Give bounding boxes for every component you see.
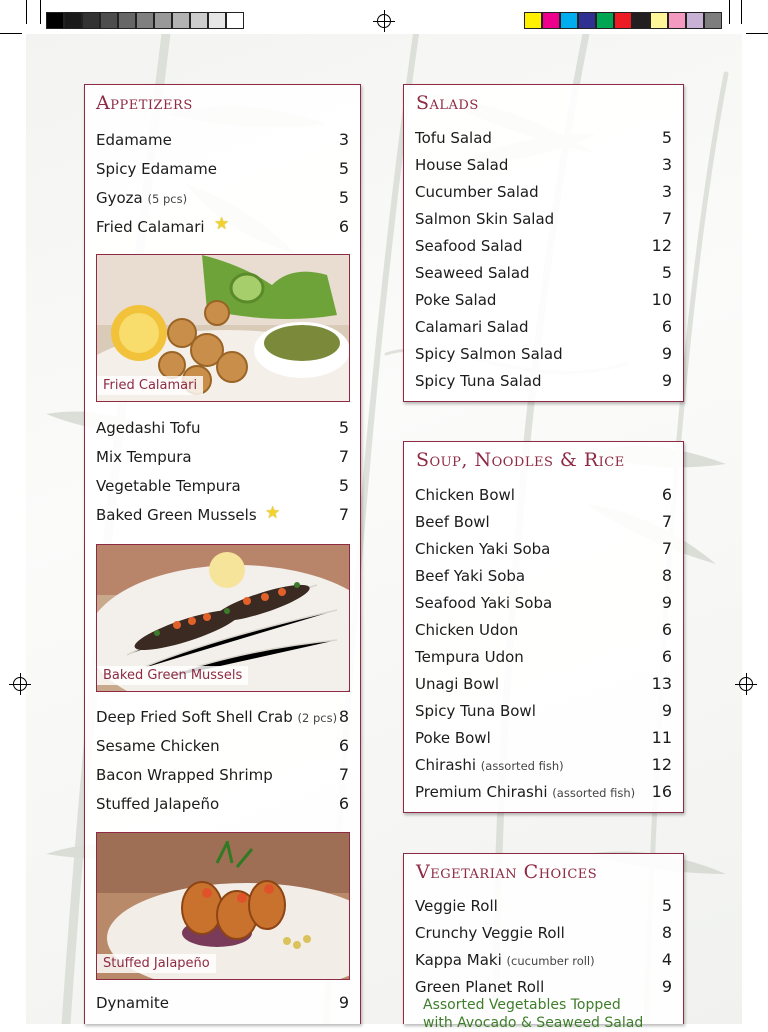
item-name: Baked Green Mussels xyxy=(96,506,257,524)
item-name: Chicken Bowl xyxy=(415,486,515,504)
color-swatch xyxy=(560,12,578,29)
item-name: Sesame Chicken xyxy=(96,737,220,755)
star-icon: ★ xyxy=(265,503,281,523)
menu-item xyxy=(415,701,672,720)
section-title: Vegetarian Choices xyxy=(416,861,598,883)
color-swatch xyxy=(632,12,650,29)
item-name: Stuffed Jalapeño xyxy=(96,795,220,813)
menu-item xyxy=(96,505,349,524)
menu-item xyxy=(415,344,672,363)
item-name-group xyxy=(96,994,169,1012)
item-price: 6 xyxy=(338,217,349,236)
item-name-group xyxy=(96,737,220,755)
item-name: Dynamite xyxy=(96,994,170,1012)
menu-item xyxy=(96,765,349,784)
menu-item xyxy=(96,159,349,178)
item-name: Kappa Maki xyxy=(415,951,502,969)
menu-item xyxy=(415,290,672,309)
item-name: Unagi Bowl xyxy=(415,675,500,693)
item-name: Cucumber Salad xyxy=(415,183,539,201)
item-name-group xyxy=(415,372,542,390)
item-price: 7 xyxy=(338,765,349,784)
menu-item xyxy=(415,371,672,390)
item-name-group xyxy=(415,897,498,915)
item-description xyxy=(423,996,672,1032)
item-name-group xyxy=(96,795,219,813)
item-name: Spicy Edamame xyxy=(96,160,217,178)
menu-item xyxy=(415,782,672,801)
color-swatch xyxy=(82,12,100,29)
item-price: 7 xyxy=(661,512,672,531)
item-name: Chirashi xyxy=(415,756,476,774)
item-name: Agedashi Tofu xyxy=(96,419,201,437)
item-name-group xyxy=(415,978,544,996)
item-name-group xyxy=(415,621,518,639)
item-name: Poke Bowl xyxy=(415,729,491,747)
menu-item xyxy=(96,418,349,437)
item-price: 9 xyxy=(661,701,672,720)
vegetarian-choices-section xyxy=(403,853,684,1031)
color-swatch xyxy=(64,12,82,29)
color-swatch xyxy=(190,12,208,29)
menu-item xyxy=(415,317,672,336)
item-price: 3 xyxy=(338,130,349,149)
item-price: 6 xyxy=(338,736,349,755)
item-name: Deep Fried Soft Shell Crab xyxy=(96,708,293,726)
item-name-group xyxy=(415,729,491,747)
grayscale-swatches xyxy=(46,12,244,29)
item-price: 12 xyxy=(651,755,672,774)
item-name-group xyxy=(96,419,201,437)
color-swatch xyxy=(118,12,136,29)
item-price: 5 xyxy=(338,418,349,437)
menu-item xyxy=(96,447,349,466)
item-price: 7 xyxy=(338,505,349,524)
menu-item xyxy=(415,896,672,915)
item-price: 5 xyxy=(338,476,349,495)
crop-mark xyxy=(746,33,768,34)
photo-caption: Baked Green Mussels xyxy=(97,666,248,685)
item-name-group xyxy=(96,766,273,784)
photo-caption: Stuffed Jalapeño xyxy=(97,954,216,973)
crop-mark xyxy=(26,0,27,24)
item-price: 7 xyxy=(661,209,672,228)
item-name-group xyxy=(96,131,172,149)
menu-item xyxy=(415,950,672,969)
item-name: Veggie Roll xyxy=(415,897,498,915)
photo-caption: Fried Calamari xyxy=(97,376,203,395)
item-price: 9 xyxy=(338,993,349,1012)
menu-item xyxy=(415,728,672,747)
item-price: 3 xyxy=(661,182,672,201)
item-name-group xyxy=(415,129,492,147)
item-name: Salmon Skin Salad xyxy=(415,210,555,228)
color-swatch xyxy=(154,12,172,29)
stuffed-jalapeno-photo xyxy=(96,832,350,980)
menu-item xyxy=(96,188,349,207)
star-icon: ★ xyxy=(214,214,230,234)
item-price: 16 xyxy=(651,782,672,801)
item-name: Seafood Salad xyxy=(415,237,523,255)
item-name-group xyxy=(415,237,522,255)
menu-item xyxy=(415,566,672,585)
menu-item xyxy=(96,476,349,495)
menu-item xyxy=(415,236,672,255)
item-price: 5 xyxy=(661,263,672,282)
item-name-group xyxy=(415,702,536,720)
item-name: Seaweed Salad xyxy=(415,264,530,282)
item-price: 6 xyxy=(661,620,672,639)
description-line: Assorted Vegetables Topped xyxy=(423,997,621,1013)
color-swatch xyxy=(172,12,190,29)
item-price: 9 xyxy=(661,593,672,612)
item-price: 5 xyxy=(661,896,672,915)
item-name-group xyxy=(415,783,635,801)
item-name: Chicken Yaki Soba xyxy=(415,540,551,558)
item-name: Calamari Salad xyxy=(415,318,529,336)
color-swatch xyxy=(596,12,614,29)
menu-item xyxy=(415,593,672,612)
color-swatch xyxy=(226,12,244,29)
color-swatch xyxy=(524,12,542,29)
menu-item xyxy=(415,209,672,228)
item-name: Vegetable Tempura xyxy=(96,477,241,495)
item-name-group xyxy=(415,756,564,774)
menu-item xyxy=(96,707,349,726)
item-name: Gyoza xyxy=(96,189,143,207)
item-name-group xyxy=(96,708,337,726)
item-name: Green Planet Roll xyxy=(415,978,545,996)
item-name: Tofu Salad xyxy=(415,129,492,147)
item-name-group xyxy=(96,477,241,495)
item-price: 5 xyxy=(338,159,349,178)
crop-mark xyxy=(0,33,22,34)
salads-section xyxy=(403,84,684,402)
item-name: Tempura Udon xyxy=(415,648,524,666)
registration-mark-icon xyxy=(739,677,753,691)
item-note: (2 pcs) xyxy=(297,711,338,725)
item-name-group xyxy=(415,567,525,585)
item-name-group xyxy=(415,951,595,969)
description-line: with Avocado & Seaweed Salad xyxy=(423,1015,644,1031)
item-price: 11 xyxy=(651,728,672,747)
item-price: 6 xyxy=(338,794,349,813)
menu-item xyxy=(415,977,672,996)
item-name: Crunchy Veggie Roll xyxy=(415,924,565,942)
item-name-group xyxy=(415,156,508,174)
color-swatches xyxy=(524,12,722,29)
color-swatch xyxy=(614,12,632,29)
item-name-group xyxy=(415,345,563,363)
item-name: Mix Tempura xyxy=(96,448,192,466)
item-price: 8 xyxy=(661,923,672,942)
registration-mark-icon xyxy=(13,677,27,691)
menu-item xyxy=(96,130,349,149)
item-price: 5 xyxy=(661,128,672,147)
crop-mark xyxy=(741,0,742,24)
item-price: 3 xyxy=(661,155,672,174)
item-price: 7 xyxy=(661,539,672,558)
item-name-group xyxy=(415,924,565,942)
item-name: Beef Bowl xyxy=(415,513,490,531)
item-name-group xyxy=(415,183,539,201)
color-swatch xyxy=(136,12,154,29)
item-name: Spicy Tuna Salad xyxy=(415,372,542,390)
item-name-group xyxy=(96,218,205,236)
item-name: Bacon Wrapped Shrimp xyxy=(96,766,273,784)
item-name: Spicy Salmon Salad xyxy=(415,345,563,363)
item-name-group xyxy=(415,513,490,531)
menu-item xyxy=(415,539,672,558)
menu-item xyxy=(415,674,672,693)
section-title: Soup, Noodles & Rice xyxy=(416,449,625,471)
item-name-group xyxy=(415,540,550,558)
item-price: 4 xyxy=(661,950,672,969)
menu-item xyxy=(415,512,672,531)
item-name: Fried Calamari xyxy=(96,218,205,236)
menu-item xyxy=(415,647,672,666)
item-note: (assorted fish) xyxy=(480,759,564,773)
item-price: 6 xyxy=(661,485,672,504)
baked-green-mussels-photo xyxy=(96,544,350,692)
item-name: Edamame xyxy=(96,131,172,149)
soup-noodles-rice-section xyxy=(403,441,684,813)
menu-item xyxy=(415,485,672,504)
crop-mark xyxy=(40,0,41,24)
item-price: 7 xyxy=(338,447,349,466)
menu-item xyxy=(415,128,672,147)
item-name-group xyxy=(96,448,192,466)
section-title: Appetizers xyxy=(96,92,193,114)
item-note: (cucumber roll) xyxy=(506,954,595,968)
item-name-group xyxy=(415,594,552,612)
color-swatch xyxy=(686,12,704,29)
item-price: 9 xyxy=(661,977,672,996)
item-price: 9 xyxy=(661,344,672,363)
item-name-group xyxy=(415,486,515,504)
color-swatch xyxy=(208,12,226,29)
item-name-group xyxy=(415,291,496,309)
color-swatch xyxy=(100,12,118,29)
item-name: House Salad xyxy=(415,156,509,174)
item-price: 6 xyxy=(661,647,672,666)
item-name-group xyxy=(415,210,554,228)
menu-item xyxy=(96,993,349,1012)
item-name-group xyxy=(96,506,257,524)
color-swatch xyxy=(578,12,596,29)
item-note: (assorted fish) xyxy=(552,786,636,800)
item-price: 12 xyxy=(651,236,672,255)
item-note: (5 pcs) xyxy=(147,192,188,206)
item-name-group xyxy=(415,675,499,693)
registration-mark-icon xyxy=(377,14,391,28)
item-name-group xyxy=(415,318,529,336)
appetizers-section xyxy=(84,84,361,1024)
menu-item xyxy=(415,263,672,282)
item-price: 5 xyxy=(338,188,349,207)
item-price: 8 xyxy=(661,566,672,585)
crop-mark xyxy=(729,0,730,24)
item-name-group xyxy=(96,189,187,207)
section-title: Salads xyxy=(416,92,479,114)
item-name-group xyxy=(96,160,217,178)
item-name: Premium Chirashi xyxy=(415,783,548,801)
menu-item xyxy=(96,794,349,813)
color-swatch xyxy=(46,12,64,29)
item-name: Chicken Udon xyxy=(415,621,519,639)
menu-item xyxy=(415,182,672,201)
menu-item xyxy=(415,923,672,942)
item-price: 13 xyxy=(651,674,672,693)
menu-item xyxy=(415,755,672,774)
item-price: 6 xyxy=(661,317,672,336)
item-name: Seafood Yaki Soba xyxy=(415,594,553,612)
color-swatch xyxy=(542,12,560,29)
item-name-group xyxy=(415,648,524,666)
item-price: 9 xyxy=(661,371,672,390)
item-price: 8 xyxy=(338,707,349,726)
menu-item xyxy=(415,155,672,174)
fried-calamari-photo xyxy=(96,254,350,402)
menu-item xyxy=(415,620,672,639)
item-name-group xyxy=(415,264,530,282)
item-name: Poke Salad xyxy=(415,291,497,309)
menu-item xyxy=(96,736,349,755)
color-swatch xyxy=(668,12,686,29)
color-swatch xyxy=(704,12,722,29)
item-name: Beef Yaki Soba xyxy=(415,567,526,585)
item-name: Spicy Tuna Bowl xyxy=(415,702,536,720)
item-price: 10 xyxy=(651,290,672,309)
color-swatch xyxy=(650,12,668,29)
